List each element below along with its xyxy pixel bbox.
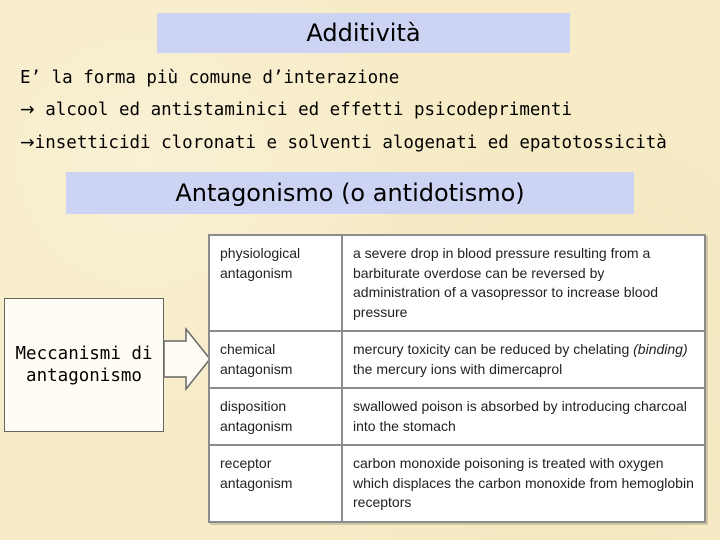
antagonism-description: a severe drop in blood pressure resulting from a barbiturate overdose can be reversed by administration of a vasopressor to increase blood pressure <box>342 235 705 331</box>
description-italic: (binding) <box>633 341 688 357</box>
section-title: Antagonismo (o antidotismo) <box>175 179 525 207</box>
description-text: mercury toxicity can be reduced by chelating <box>353 341 634 357</box>
antagonism-description: swallowed poison is absorbed by introducing charcoal into the stomach <box>342 388 705 445</box>
antagonism-type: receptor antagonism <box>209 445 342 522</box>
bullet-item-2 <box>20 133 667 153</box>
bullet-item-1 <box>20 100 572 120</box>
right-arrow-icon: → <box>20 100 35 120</box>
description-text: the mercury ions with dimercaprol <box>353 360 563 377</box>
antagonism-type: chemical antagonism <box>209 331 342 388</box>
right-arrow-icon: → <box>20 133 35 153</box>
block-arrow-icon <box>164 327 212 391</box>
table-row <box>209 235 705 331</box>
mechanisms-box <box>4 298 164 432</box>
bullet-text-2: insetticidi cloronati e solventi alogenati ed epatotossicità <box>34 133 667 153</box>
table-row <box>209 445 705 522</box>
subtitle-banner <box>66 172 634 214</box>
page-title: Additività <box>306 19 421 47</box>
mechanisms-label: Meccanismi di antagonismo <box>15 344 153 386</box>
title-banner <box>157 13 570 53</box>
antagonism-type: disposition antagonism <box>209 388 342 445</box>
table-row <box>209 331 705 388</box>
intro-line: E’ la forma più comune d’interazione <box>20 68 400 88</box>
bullet-text-1: alcool ed antistaminici ed effetti psicodeprimenti <box>34 100 573 120</box>
antagonism-type: physiological antagonism <box>209 235 342 331</box>
table-row <box>209 388 705 445</box>
antagonism-table <box>208 234 706 523</box>
antagonism-description <box>342 331 705 388</box>
antagonism-description: carbon monoxide poisoning is treated with oxygen which displaces the carbon monoxide from hemoglobin receptors <box>342 445 705 522</box>
